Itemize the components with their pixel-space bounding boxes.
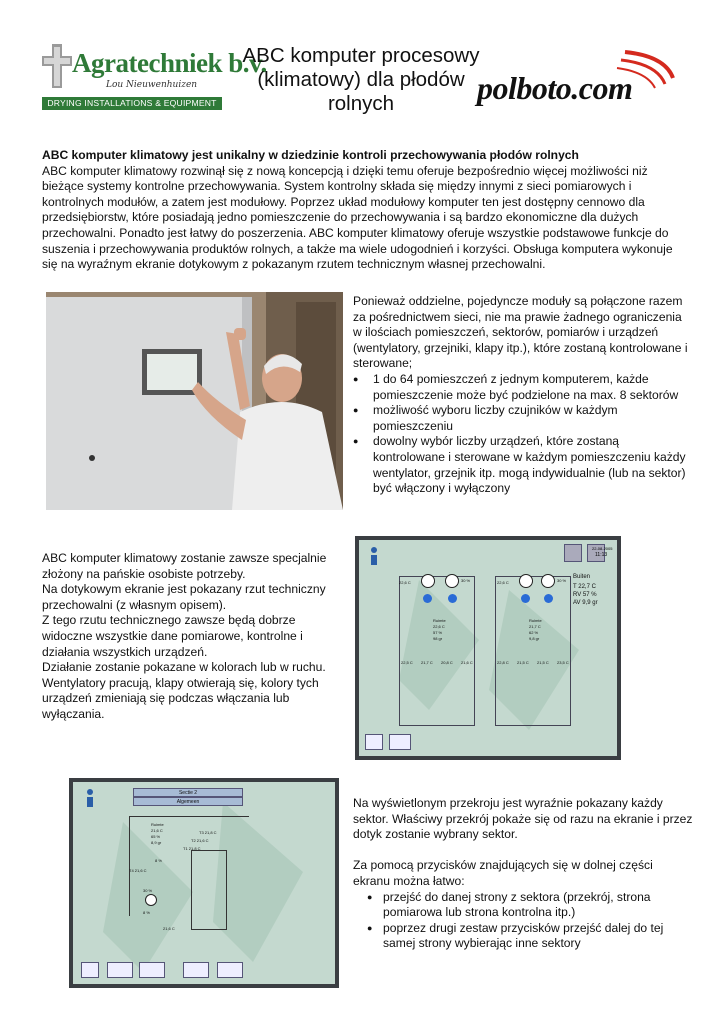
- storage-room-left[interactable]: [399, 576, 475, 726]
- info-button[interactable]: [83, 788, 97, 808]
- navigation-list: [353, 890, 693, 952]
- room-t: 21,6 C: [151, 828, 163, 833]
- agratechniek-logo: [42, 40, 267, 112]
- prev-sector-button[interactable]: [183, 962, 209, 978]
- cell-value: 22,5 C: [401, 660, 413, 665]
- fan-icon[interactable]: [519, 574, 533, 588]
- sensor-t4: T4 21,6 C: [129, 868, 147, 873]
- room-title: Ruimte: [151, 822, 164, 827]
- nav-page-button[interactable]: [107, 962, 133, 978]
- fan-icon[interactable]: [445, 574, 459, 588]
- room-readout-left: [433, 618, 446, 642]
- reading-label: RV: [573, 592, 582, 598]
- reading-value: 57 %: [582, 592, 597, 598]
- room-rv: 62 %: [529, 630, 539, 635]
- list-item: ● poprzez drugi zestaw przycisków przejść dalej do tej samej strony wybierając inne sektory: [353, 921, 693, 952]
- intro-section: [42, 148, 687, 273]
- company-signature: Lou Nieuwenhuizen: [106, 80, 198, 90]
- fan-percent: 30 %: [143, 888, 153, 893]
- touchscreen-section-photo: [69, 778, 339, 988]
- title-line: rolnych: [327, 92, 395, 115]
- cell-value: 21,7 C: [421, 660, 433, 665]
- room-title: Ruimte: [433, 618, 446, 623]
- outside-label: Buiten: [573, 574, 591, 580]
- sensor-t2: T2 21,6 C: [191, 838, 209, 843]
- reading-label: AV: [573, 600, 581, 606]
- cell-value: 20,8 C: [441, 660, 453, 665]
- room-rv: 65 %: [151, 834, 161, 839]
- nav-page-button[interactable]: [139, 962, 165, 978]
- cell-value: 21,6 C: [461, 660, 473, 665]
- paragraph: Z tego rzutu technicznego zawsze będą dobrze widoczne wszystkie dane pomiarowe, kontrolne i działania wszystkich urządzeń.: [42, 613, 303, 659]
- intro-heading: ABC komputer klimatowy jest unikalny w dziedzinie kontroli przechowywania płodów rolnych: [42, 148, 579, 162]
- fan-icon[interactable]: [421, 574, 435, 588]
- modules-intro: Ponieważ oddzielne, pojedyncze moduły są połączone razem za pośrednictwem sieci, nie ma prawie żadnego ograniczenia w ilościach pomieszczeń, sektorów, pomiarów i urządzeń (wentylatory, grzejniki, klapy itp.), które zostaną kontrolowane i sterowane;: [353, 294, 688, 371]
- room-av: 9,8 gr: [529, 636, 540, 641]
- cross-emblem-icon: [42, 44, 72, 88]
- room-av: 8,9 gr: [151, 840, 162, 845]
- info-button[interactable]: [367, 546, 381, 566]
- paragraph: Działanie zostanie pokazane w kolorach lub w ruchu. Wentylatory pracują, klapy otwierają się, kolory tych urządzeń zmieniają się podczas włączania lub wyłączania.: [42, 660, 326, 721]
- info-icon: [367, 546, 381, 566]
- paragraph: Za pomocą przycisków znajdujących się w dolnej części ekranu można łatwo:: [353, 858, 653, 888]
- cell-value: 30 %: [461, 578, 471, 583]
- fan-icon[interactable]: [541, 574, 555, 588]
- room-rv: 57 %: [433, 630, 443, 635]
- room-t: 21,7 C: [529, 624, 541, 629]
- title-line: (klimatowy) dla płodów: [257, 68, 465, 91]
- valve-indicator-icon: [544, 594, 553, 603]
- modules-section: [353, 294, 693, 497]
- watermark-pattern-icon: [359, 540, 617, 756]
- valve-indicator-icon: [448, 594, 457, 603]
- list-item: ● 1 do 64 pomieszczeń z jednym komputerem, każde pomieszczenie może być podzielone na max. 8 sektorów: [353, 372, 693, 403]
- screen-overview: [359, 540, 617, 756]
- list-item: ● przejść do danej strony z sektora (przekrój, strona pomiarowa lub strona kontrolna itp.): [353, 890, 693, 921]
- modules-list: [353, 372, 693, 497]
- room-readout: [151, 822, 164, 846]
- navigation-section: [353, 796, 693, 952]
- polboto-logo: [475, 48, 675, 108]
- paragraph: Na dotykowym ekranie jest pokazany rzut techniczny przechowalni (z własnym opisem).: [42, 582, 326, 612]
- custom-build-section: [42, 551, 342, 723]
- list-item: ● dowolny wybór liczby urządzeń, które zostaną kontrolowane i sterowane w każdym pomieszczeniu każdy wentylator, grzejnik itp. mogą indywidualnie (lub na sektor) być włączony i wyłączony: [353, 434, 693, 496]
- cell-value: 22,6 C: [399, 580, 411, 585]
- room-title: Ruimte: [529, 618, 542, 623]
- flap-percent: 8 %: [143, 910, 150, 915]
- paragraph: ABC komputer klimatowy zostanie zawsze specjalnie złożony na pańskie osobiste potrzeby.: [42, 551, 327, 581]
- settings-button[interactable]: [564, 544, 582, 562]
- cell-value: 21,5 C: [537, 660, 549, 665]
- room-t: 22,6 C: [433, 624, 445, 629]
- section-header: Sectie 2: [133, 788, 243, 797]
- room-av: 98 gr: [433, 636, 443, 641]
- title-line: ABC komputer procesowy: [242, 44, 480, 67]
- paragraph: Na wyświetlonym przekroju jest wyraźnie pokazany każdy sektor. Właściwy przekrój pokaże się od razu na ekranie i przez dotyk zostanie wybrany sektor.: [353, 796, 693, 842]
- document-title: [226, 44, 496, 116]
- section-subheader: Algemeen: [133, 797, 243, 806]
- home-button[interactable]: [365, 734, 383, 750]
- home-button[interactable]: [81, 962, 99, 978]
- sensor-t3: T3 21,8 C: [199, 830, 217, 835]
- company-tagline: DRYING INSTALLATIONS & EQUIPMENT: [42, 97, 222, 110]
- house-next-button[interactable]: [389, 734, 411, 750]
- outside-readings: [573, 583, 598, 607]
- next-sector-button[interactable]: [217, 962, 243, 978]
- sector-grid[interactable]: [191, 850, 227, 930]
- cell-value: 30 %: [557, 578, 567, 583]
- partner-name: polboto.com: [477, 70, 633, 106]
- flap-percent: 8 %: [155, 858, 162, 863]
- touchscreen-overview-photo: [355, 536, 621, 760]
- time-readout: 11:13: [595, 552, 608, 558]
- reading-value: 22,7 C: [578, 584, 596, 590]
- info-icon: [83, 788, 97, 808]
- sensor-t1: T1 21,8 C: [183, 846, 201, 851]
- room-readout-right: [529, 618, 542, 642]
- cell-value: 23,5 C: [557, 660, 569, 665]
- fan-icon[interactable]: [145, 894, 157, 906]
- cell-value: 22,8 C: [497, 660, 509, 665]
- company-name: Agratechniek b.v.: [72, 48, 267, 78]
- valve-indicator-icon: [521, 594, 530, 603]
- cell-value: 21,5 C: [517, 660, 529, 665]
- bottom-temperature: 21,6 C: [163, 926, 175, 931]
- screen-section: [73, 782, 335, 984]
- list-item: ● możliwość wyboru liczby czujników w każdym pomieszczeniu: [353, 403, 693, 434]
- photo-man-at-control-cabinet: [46, 292, 343, 510]
- intro-body: ABC komputer klimatowy rozwinął się z nową koncepcją i dzięki temu oferuje bezpośrednio więcej możliwości niż bieżące systemy kontrolne przechowywania. System kontrolny składa się między innymi z sieci pomiarowych i kontrolnych modułów, a zatem jest modułowy. Poprzez układ modułowy komputer ten jest dostępny cennowo dla przedsiębiorstw, które posiadają jedno pomieszczenie do przechowywania i są bardzo ekonomiczne dla dużych przechowalni. Ponadto jest łatwy do poszerzenia. ABC komputer klimatowy oferuje wszystkie podstawowe funkcje do suszenia i przechowywania produktów rolnych, a także ma wiele udogodnień i korzyści. Obsługa komputera wykonuje się na wyraźnym ekranie dotykowym z pokazanym rzutem technicznym własnej przechowalni.: [42, 163, 673, 272]
- reading-value: 9,9 gr: [582, 600, 598, 606]
- cell-value: 22,6 C: [497, 580, 509, 585]
- reading-label: T: [573, 584, 577, 590]
- date-readout: 22-08-2005: [592, 546, 613, 551]
- storage-room-right[interactable]: [495, 576, 571, 726]
- valve-indicator-icon: [423, 594, 432, 603]
